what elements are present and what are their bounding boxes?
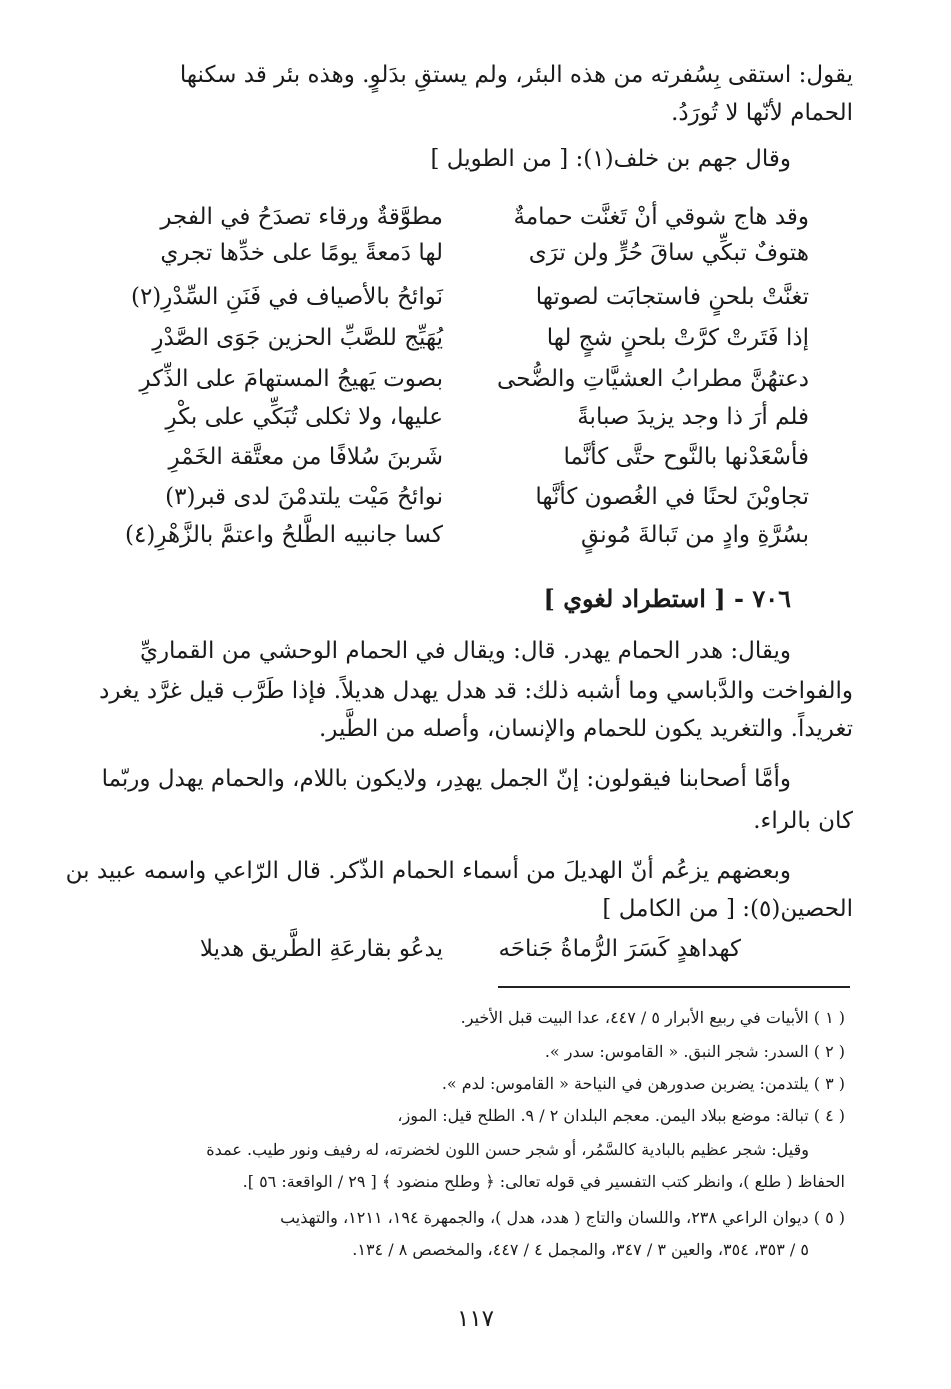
poem-hemistich-left: بصوت يَهيجُ المستهامَ على الذِّكرِ — [139, 366, 443, 392]
poem-hemistich-left: شَربنَ سُلافًا من معتَّقة الخَمْرِ — [168, 444, 443, 470]
poem-hemistich-left: لها دَمعةً يومًا على خدِّها تجري — [160, 240, 443, 266]
footnote-line: وقيل: شجر عظيم بالبادية كالسَّمُر، أو شجر حسن اللون لخضرته، له رفيف ونور طيب. عمدة — [206, 1140, 809, 1159]
poem-hemistich-left: نوائحُ مَيْت يلتدمْنَ لدى قبر(٣) — [165, 484, 443, 510]
poem-hemistich-left: نَوائحُ بالأصياف في فَنَنِ السِّدْرِ(٢) — [130, 284, 443, 310]
poem-hemistich-right: فلم أرَ ذا وجد يزيدَ صبابةً — [577, 404, 809, 430]
poem-hemistich-right: فأسْعَدْنها بالنَّوح حتَّى كأنَّما — [563, 444, 809, 470]
verse-hemistich-right: كهداهدٍ كَسَرَ الرُّماةُ جَناحَه — [498, 936, 741, 962]
poem-hemistich-right: إذا فَتَرتْ كرَّتْ بلحنٍ شجٍ لها — [546, 325, 809, 351]
footnote-line: ٥ / ٣٥٣، ٣٥٤، والعين ٣ / ٣٤٧، والمجمل ٤ / ٤٤٧، والمخصص ٨ / ١٣٤. — [352, 1240, 809, 1259]
poem-hemistich-right: دعتهُنَّ مطرابُ العشيَّاتِ والضُّحى — [497, 366, 809, 392]
paragraph-line: الحصين(٥): [ من الكامل ] — [602, 896, 853, 922]
paragraph-line: وبعضهم يزعُم أنّ الهديلَ من أسماء الحمام الذّكر. قال الرّاعي واسمه عبيد بن — [65, 858, 791, 884]
paragraph-line: تغريداً. والتغريد يكون للحمام والإنسان، وأصله من الطَّير. — [319, 716, 853, 742]
poem-hemistich-right: وقد هاج شوقي أنْ تَغنَّت حمامةٌ — [513, 204, 809, 230]
footnote-separator — [498, 986, 850, 988]
section-heading: ٧٠٦ - [ استطراد لغوي ] — [543, 584, 791, 613]
poem-hemistich-left: يُهَيِّج للصَّبِّ الحزين جَوَى الصَّدْرِ — [152, 325, 443, 351]
poem-attribution: وقال جهم بن خلف(١): [ من الطويل ] — [430, 146, 791, 172]
intro-line-1: يقول: استقى بِسُفرته من هذه البئر، ولم يستقِ بدَلوٍ. وهذه بئر قد سكنها — [179, 62, 853, 88]
poem-hemistich-left: مطوَّقةٌ ورقاء تصدَحُ في الفجر — [160, 204, 443, 230]
footnote-line: ( ٤ ) تبالة: موضع ببلاد اليمن. معجم البلدان ٢ / ٩. الطلح قيل: الموز، — [397, 1106, 845, 1125]
verse-hemistich-left: يدعُو بقارعَةِ الطَّريق هديلا — [199, 936, 443, 962]
footnote-line: ( ٥ ) ديوان الراعي ٢٣٨، واللسان والتاج ( هدد، هدل )، والجمهرة ١٩٤، ١٢١١، والتهذيب — [280, 1208, 845, 1227]
footnote-line: الحفاظ ( طلع )، وانظر كتب التفسير في قوله تعالى: ﴿ وطلح منضود ﴾ [ ٢٩ / الواقعة: ٥٦ ]. — [242, 1172, 845, 1191]
poem-hemistich-right: بسُرَّةِ وادٍ من تَبالةَ مُونقٍ — [581, 522, 809, 548]
poem-hemistich-right: هتوفٌ تبكِّي ساقَ حُرٍّ ولن ترَى — [528, 240, 809, 266]
footnote-line: ( ٢ ) السدر: شجر النبق. « القاموس: سدر ». — [544, 1042, 845, 1061]
intro-line-2: الحمام لأنّها لا تُورَدُ. — [671, 100, 853, 126]
paragraph-line: والفواخت والدَّباسي وما أشبه ذلك: قد هدل يهدل هديلاً. فإذا طَرَّب قيل غرَّد يغرد — [99, 678, 853, 704]
paragraph-line: كان بالراء. — [753, 808, 853, 834]
poem-hemistich-left: كسا جانبيه الطَّلحُ واعتمَّ بالزَّهْرِ(٤) — [125, 522, 443, 548]
poem-hemistich-left: عليها، ولا ثكلى تُبَكِّي على بكْرِ — [165, 404, 443, 430]
footnote-line: ( ٣ ) يلتدمن: يضربن صدورهن في النياحة « القاموس: لدم ». — [441, 1074, 845, 1093]
page-number: ١١٧ — [456, 1306, 495, 1332]
paragraph-line: وأمَّا أصحابنا فيقولون: إنّ الجمل يهدِر، ولايكون باللام، والحمام يهدل وربّما — [101, 766, 791, 792]
paragraph-line: ويقال: هدر الحمام يهدر. قال: ويقال في الحمام الوحشي من القماريِّ — [139, 638, 791, 664]
footnote-line: ( ١ ) الأبيات في ربيع الأبرار ٥ / ٤٤٧، عدا البيت قبل الأخير. — [460, 1008, 845, 1027]
poem-hemistich-right: تجاوبْنَ لحنًا في الغُصون كأنَّها — [535, 484, 809, 510]
poem-hemistich-right: تغنَّتْ بلحنٍ فاستجابَت لصوتها — [535, 284, 809, 310]
